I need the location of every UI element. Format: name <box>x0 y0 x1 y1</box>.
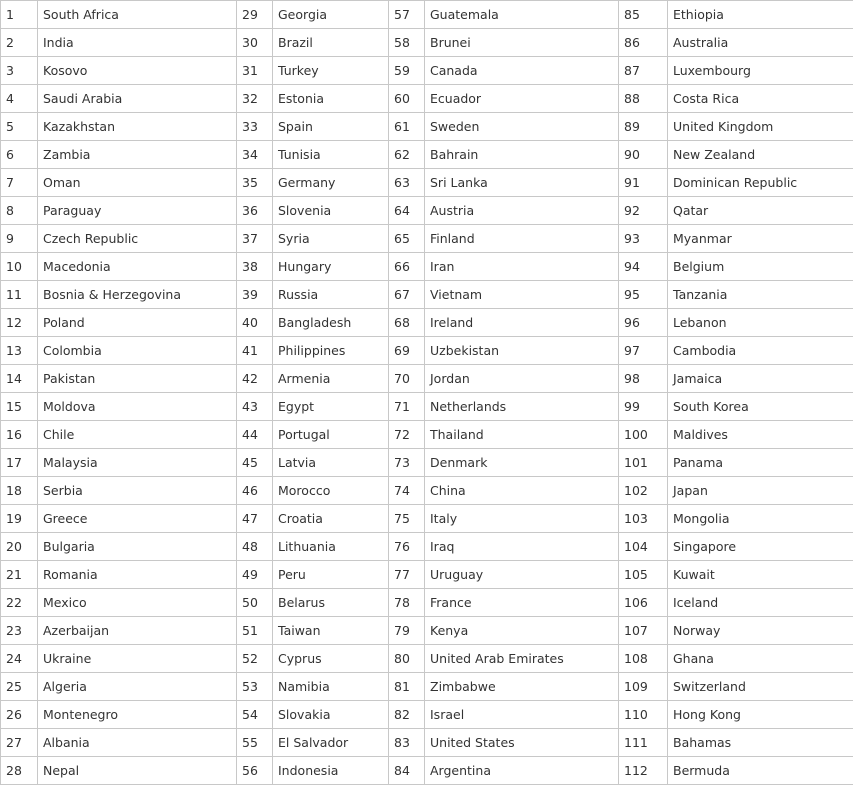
rank-cell: 45 <box>237 449 273 477</box>
rank-cell: 42 <box>237 365 273 393</box>
country-cell: Austria <box>425 197 619 225</box>
rank-cell: 11 <box>1 281 38 309</box>
rank-cell: 43 <box>237 393 273 421</box>
table-row <box>1 701 853 729</box>
country-cell: Israel <box>425 701 619 729</box>
rank-cell: 53 <box>237 673 273 701</box>
country-cell: Australia <box>668 29 853 57</box>
country-cell: Spain <box>273 113 389 141</box>
rank-cell: 88 <box>619 85 668 113</box>
rank-cell: 84 <box>389 757 425 785</box>
country-cell: Russia <box>273 281 389 309</box>
table-row <box>1 757 853 785</box>
table-row <box>1 85 853 113</box>
rank-cell: 51 <box>237 617 273 645</box>
rank-cell: 16 <box>1 421 38 449</box>
rank-cell: 72 <box>389 421 425 449</box>
rank-cell: 108 <box>619 645 668 673</box>
country-cell: Paraguay <box>38 197 237 225</box>
country-cell: Kuwait <box>668 561 853 589</box>
country-cell: Mexico <box>38 589 237 617</box>
country-cell: Brunei <box>425 29 619 57</box>
rank-cell: 63 <box>389 169 425 197</box>
rank-cell: 59 <box>389 57 425 85</box>
rank-cell: 4 <box>1 85 38 113</box>
country-cell: Nepal <box>38 757 237 785</box>
rank-cell: 6 <box>1 141 38 169</box>
table-row <box>1 505 853 533</box>
country-cell: Philippines <box>273 337 389 365</box>
rank-cell: 5 <box>1 113 38 141</box>
rank-cell: 40 <box>237 309 273 337</box>
rank-cell: 36 <box>237 197 273 225</box>
country-cell: Switzerland <box>668 673 853 701</box>
rank-cell: 19 <box>1 505 38 533</box>
rank-cell: 41 <box>237 337 273 365</box>
country-cell: Myanmar <box>668 225 853 253</box>
country-cell: Iran <box>425 253 619 281</box>
country-cell: Jamaica <box>668 365 853 393</box>
rank-cell: 38 <box>237 253 273 281</box>
rank-cell: 27 <box>1 729 38 757</box>
country-cell: China <box>425 477 619 505</box>
country-cell: Belgium <box>668 253 853 281</box>
rank-cell: 33 <box>237 113 273 141</box>
country-cell: Hong Kong <box>668 701 853 729</box>
country-cell: Italy <box>425 505 619 533</box>
rank-cell: 81 <box>389 673 425 701</box>
country-cell: Cyprus <box>273 645 389 673</box>
table-body <box>1 1 853 785</box>
country-cell: Costa Rica <box>668 85 853 113</box>
country-cell: Netherlands <box>425 393 619 421</box>
rank-cell: 101 <box>619 449 668 477</box>
country-cell: Canada <box>425 57 619 85</box>
country-cell: Brazil <box>273 29 389 57</box>
rank-cell: 109 <box>619 673 668 701</box>
country-cell: Cambodia <box>668 337 853 365</box>
rank-cell: 96 <box>619 309 668 337</box>
country-cell: Tanzania <box>668 281 853 309</box>
rank-cell: 7 <box>1 169 38 197</box>
table-row <box>1 29 853 57</box>
country-cell: Serbia <box>38 477 237 505</box>
country-cell: Romania <box>38 561 237 589</box>
rank-cell: 8 <box>1 197 38 225</box>
country-cell: Oman <box>38 169 237 197</box>
rank-cell: 111 <box>619 729 668 757</box>
rank-cell: 14 <box>1 365 38 393</box>
rank-cell: 91 <box>619 169 668 197</box>
rank-cell: 106 <box>619 589 668 617</box>
country-cell: Ireland <box>425 309 619 337</box>
country-cell: Kosovo <box>38 57 237 85</box>
country-cell: Vietnam <box>425 281 619 309</box>
country-cell: Indonesia <box>273 757 389 785</box>
rank-cell: 103 <box>619 505 668 533</box>
country-cell: South Africa <box>38 1 237 29</box>
table-row <box>1 225 853 253</box>
rank-cell: 95 <box>619 281 668 309</box>
country-cell: Uzbekistan <box>425 337 619 365</box>
rank-cell: 66 <box>389 253 425 281</box>
rank-cell: 30 <box>237 29 273 57</box>
rank-cell: 89 <box>619 113 668 141</box>
country-cell: Luxembourg <box>668 57 853 85</box>
rank-cell: 1 <box>1 1 38 29</box>
rank-cell: 34 <box>237 141 273 169</box>
table-row <box>1 421 853 449</box>
rank-cell: 13 <box>1 337 38 365</box>
country-cell: Albania <box>38 729 237 757</box>
country-cell: Zambia <box>38 141 237 169</box>
country-cell: Panama <box>668 449 853 477</box>
rank-cell: 50 <box>237 589 273 617</box>
table-row <box>1 309 853 337</box>
country-cell: Taiwan <box>273 617 389 645</box>
country-cell: Georgia <box>273 1 389 29</box>
rank-cell: 47 <box>237 505 273 533</box>
country-cell: Moldova <box>38 393 237 421</box>
country-cell: Iceland <box>668 589 853 617</box>
country-cell: Bosnia & Herzegovina <box>38 281 237 309</box>
country-cell: Montenegro <box>38 701 237 729</box>
rank-cell: 18 <box>1 477 38 505</box>
table-row <box>1 1 853 29</box>
rank-cell: 17 <box>1 449 38 477</box>
rank-cell: 61 <box>389 113 425 141</box>
country-cell: Zimbabwe <box>425 673 619 701</box>
country-cell: Bulgaria <box>38 533 237 561</box>
table-row <box>1 337 853 365</box>
country-cell: Algeria <box>38 673 237 701</box>
rank-cell: 57 <box>389 1 425 29</box>
country-cell: Maldives <box>668 421 853 449</box>
country-cell: India <box>38 29 237 57</box>
country-cell: Kenya <box>425 617 619 645</box>
table-row <box>1 197 853 225</box>
country-cell: Germany <box>273 169 389 197</box>
rank-cell: 82 <box>389 701 425 729</box>
rank-cell: 105 <box>619 561 668 589</box>
rank-cell: 29 <box>237 1 273 29</box>
country-cell: Uruguay <box>425 561 619 589</box>
table-row <box>1 365 853 393</box>
country-cell: Hungary <box>273 253 389 281</box>
rank-cell: 71 <box>389 393 425 421</box>
rank-cell: 15 <box>1 393 38 421</box>
table-row <box>1 561 853 589</box>
table-row <box>1 141 853 169</box>
country-cell: Syria <box>273 225 389 253</box>
country-cell: Bermuda <box>668 757 853 785</box>
country-cell: Slovenia <box>273 197 389 225</box>
country-cell: Colombia <box>38 337 237 365</box>
country-cell: Macedonia <box>38 253 237 281</box>
country-cell: Ecuador <box>425 85 619 113</box>
rank-cell: 76 <box>389 533 425 561</box>
rank-cell: 32 <box>237 85 273 113</box>
country-cell: United Kingdom <box>668 113 853 141</box>
rank-cell: 56 <box>237 757 273 785</box>
country-cell: Sri Lanka <box>425 169 619 197</box>
rank-cell: 92 <box>619 197 668 225</box>
rank-cell: 55 <box>237 729 273 757</box>
country-cell: Namibia <box>273 673 389 701</box>
country-cell: Kazakhstan <box>38 113 237 141</box>
country-cell: United Arab Emirates <box>425 645 619 673</box>
rank-cell: 86 <box>619 29 668 57</box>
rank-cell: 26 <box>1 701 38 729</box>
rank-cell: 69 <box>389 337 425 365</box>
rank-cell: 67 <box>389 281 425 309</box>
country-cell: Denmark <box>425 449 619 477</box>
country-cell: Dominican Republic <box>668 169 853 197</box>
rank-cell: 21 <box>1 561 38 589</box>
rank-cell: 60 <box>389 85 425 113</box>
rank-cell: 77 <box>389 561 425 589</box>
country-cell: South Korea <box>668 393 853 421</box>
rank-cell: 85 <box>619 1 668 29</box>
rank-cell: 3 <box>1 57 38 85</box>
country-cell: Malaysia <box>38 449 237 477</box>
rank-cell: 104 <box>619 533 668 561</box>
country-cell: Estonia <box>273 85 389 113</box>
rank-cell: 44 <box>237 421 273 449</box>
table-row <box>1 449 853 477</box>
rank-cell: 83 <box>389 729 425 757</box>
table-row <box>1 589 853 617</box>
country-cell: Greece <box>38 505 237 533</box>
rank-cell: 90 <box>619 141 668 169</box>
country-cell: Saudi Arabia <box>38 85 237 113</box>
table-row <box>1 673 853 701</box>
country-cell: Poland <box>38 309 237 337</box>
rank-cell: 2 <box>1 29 38 57</box>
country-cell: Azerbaijan <box>38 617 237 645</box>
rank-cell: 20 <box>1 533 38 561</box>
table-row <box>1 393 853 421</box>
country-cell: Singapore <box>668 533 853 561</box>
rank-cell: 68 <box>389 309 425 337</box>
country-cell: Sweden <box>425 113 619 141</box>
country-cell: Lithuania <box>273 533 389 561</box>
country-cell: Bahrain <box>425 141 619 169</box>
rank-cell: 74 <box>389 477 425 505</box>
rank-cell: 64 <box>389 197 425 225</box>
country-cell: Ghana <box>668 645 853 673</box>
country-cell: Guatemala <box>425 1 619 29</box>
rank-cell: 46 <box>237 477 273 505</box>
table-row <box>1 477 853 505</box>
rank-cell: 31 <box>237 57 273 85</box>
rank-cell: 12 <box>1 309 38 337</box>
country-cell: Bahamas <box>668 729 853 757</box>
rank-cell: 22 <box>1 589 38 617</box>
rank-cell: 100 <box>619 421 668 449</box>
rank-cell: 9 <box>1 225 38 253</box>
rank-cell: 75 <box>389 505 425 533</box>
table-row <box>1 645 853 673</box>
rank-cell: 78 <box>389 589 425 617</box>
table-row <box>1 57 853 85</box>
rank-cell: 52 <box>237 645 273 673</box>
country-cell: Belarus <box>273 589 389 617</box>
country-cell: Chile <box>38 421 237 449</box>
rank-cell: 79 <box>389 617 425 645</box>
table-row <box>1 169 853 197</box>
rank-cell: 39 <box>237 281 273 309</box>
rank-cell: 48 <box>237 533 273 561</box>
table-row <box>1 729 853 757</box>
rank-cell: 107 <box>619 617 668 645</box>
country-cell: United States <box>425 729 619 757</box>
table-row <box>1 533 853 561</box>
rank-cell: 70 <box>389 365 425 393</box>
country-cell: Slovakia <box>273 701 389 729</box>
country-cell: Bangladesh <box>273 309 389 337</box>
country-cell: Latvia <box>273 449 389 477</box>
country-cell: Jordan <box>425 365 619 393</box>
rank-cell: 94 <box>619 253 668 281</box>
country-cell: Pakistan <box>38 365 237 393</box>
rank-cell: 80 <box>389 645 425 673</box>
rank-cell: 93 <box>619 225 668 253</box>
rank-cell: 112 <box>619 757 668 785</box>
rank-cell: 58 <box>389 29 425 57</box>
country-cell: Tunisia <box>273 141 389 169</box>
country-cell: Czech Republic <box>38 225 237 253</box>
country-cell: Japan <box>668 477 853 505</box>
rank-cell: 49 <box>237 561 273 589</box>
country-cell: Qatar <box>668 197 853 225</box>
rank-cell: 62 <box>389 141 425 169</box>
country-cell: Peru <box>273 561 389 589</box>
rank-cell: 37 <box>237 225 273 253</box>
rank-cell: 25 <box>1 673 38 701</box>
country-cell: Turkey <box>273 57 389 85</box>
country-cell: Norway <box>668 617 853 645</box>
rank-cell: 87 <box>619 57 668 85</box>
table-row <box>1 253 853 281</box>
rank-cell: 54 <box>237 701 273 729</box>
rank-cell: 65 <box>389 225 425 253</box>
country-cell: Croatia <box>273 505 389 533</box>
country-cell: New Zealand <box>668 141 853 169</box>
country-cell: Finland <box>425 225 619 253</box>
rank-cell: 98 <box>619 365 668 393</box>
country-cell: El Salvador <box>273 729 389 757</box>
country-cell: Morocco <box>273 477 389 505</box>
country-cell: Ukraine <box>38 645 237 673</box>
country-cell: Egypt <box>273 393 389 421</box>
rank-cell: 28 <box>1 757 38 785</box>
country-cell: Mongolia <box>668 505 853 533</box>
country-cell: Portugal <box>273 421 389 449</box>
table-row <box>1 113 853 141</box>
rank-cell: 73 <box>389 449 425 477</box>
country-cell: Iraq <box>425 533 619 561</box>
rank-cell: 10 <box>1 253 38 281</box>
rank-cell: 102 <box>619 477 668 505</box>
country-cell: Armenia <box>273 365 389 393</box>
rank-cell: 35 <box>237 169 273 197</box>
rank-cell: 97 <box>619 337 668 365</box>
rank-cell: 23 <box>1 617 38 645</box>
country-cell: France <box>425 589 619 617</box>
rank-cell: 24 <box>1 645 38 673</box>
country-cell: Ethiopia <box>668 1 853 29</box>
table-row <box>1 281 853 309</box>
country-cell: Argentina <box>425 757 619 785</box>
table-row <box>1 617 853 645</box>
country-cell: Thailand <box>425 421 619 449</box>
rank-cell: 99 <box>619 393 668 421</box>
country-cell: Lebanon <box>668 309 853 337</box>
rank-cell: 110 <box>619 701 668 729</box>
